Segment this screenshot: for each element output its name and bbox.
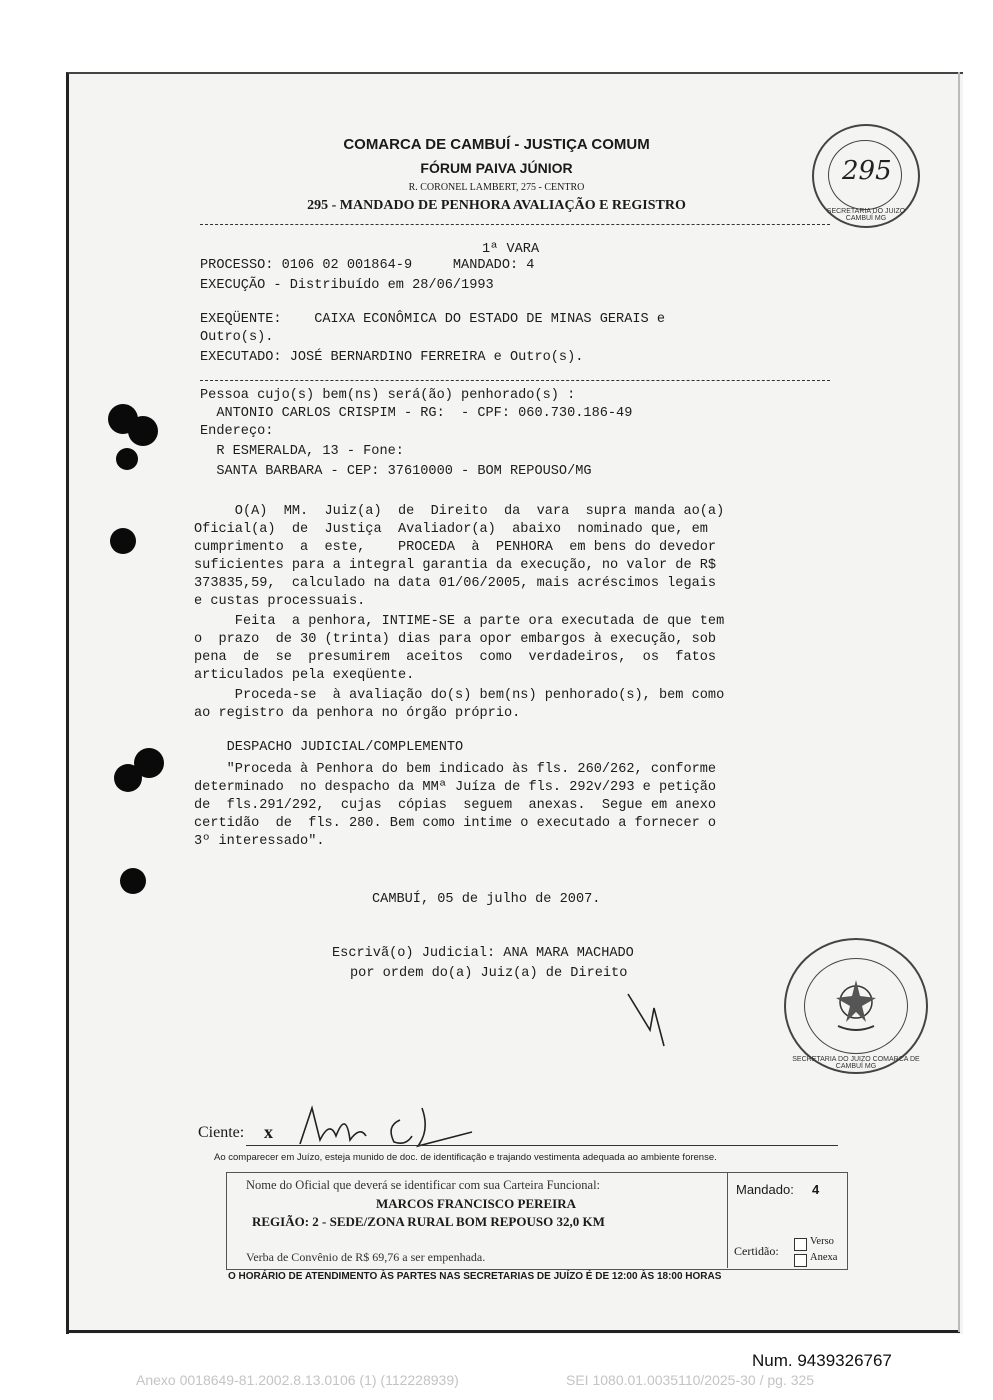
ordem-line: por ordem do(a) Juiz(a) de Direito [350,966,628,981]
seal-ring-text: SECRETARIA DO JUIZO COMARCA DE CAMBUÍ MG [792,1056,920,1070]
despacho-line: certidão de fls. 280. Bem como intime o executado a fornecer o [194,816,717,831]
street-line: R ESMERALDA, 13 - Fone: [200,444,404,459]
mandado-value: 4 [812,1182,820,1197]
punch-hole [110,528,136,554]
officer-name: MARCOS FRANCISCO PEREIRA [375,1196,577,1211]
separator-line [200,224,830,225]
ciente-label: Ciente: [198,1124,245,1141]
verso-label: Verso [810,1236,834,1247]
body-line: ao registro da penhora no órgão próprio. [194,706,521,721]
secretaria-seal [784,938,928,1074]
document-number: Num. 9439326767 [752,1351,892,1370]
scan-edge [958,72,960,1332]
annex-reference: Anexo 0018649-81.2002.8.13.0106 (1) (112228939) [136,1372,459,1388]
side-box-divider [727,1172,728,1268]
exequente-line: EXEQÜENTE: CAIXA ECONÔMICA DO ESTADO DE MINAS GERAIS e [200,312,665,327]
anexa-label: Anexa [810,1252,838,1263]
forum-name: FÓRUM PAIVA JÚNIOR [420,160,573,176]
body-line: Feita a penhora, INTIME-SE a parte ora executada de que tem [194,614,725,629]
officer-region: REGIÃO: 2 - SEDE/ZONA RURAL BOM REPOUSO 32,0 KM [252,1214,605,1229]
body-line: O(A) MM. Juiz(a) de Direito da vara supra manda ao(a) [194,504,725,519]
body-line: Oficial(a) de Justiça Avaliador(a) abaixo nominado que, em [194,522,708,537]
secretaria-stamp [812,124,920,228]
separator-line [200,380,830,381]
person-intro: Pessoa cujo(s) bem(ns) será(ão) penhorado(s) : [200,388,576,403]
verso-checkbox[interactable] [794,1238,807,1251]
exequente-line-2: Outro(s). [200,330,274,345]
punch-hole [120,868,146,894]
despacho-line: determinado no despacho da MMª Juíza de fls. 292v/293 e petição [194,780,717,795]
judge-signature [620,990,670,1050]
body-line: suficientes para a integral garantia da execução, no valor de R$ [194,558,717,573]
execucao-line: EXECUÇÃO - Distribuído em 28/06/1993 [200,278,494,293]
city-line: SANTA BARBARA - CEP: 37610000 - BOM REPOUSO/MG [200,464,592,479]
place-date: CAMBUÍ, 05 de julho de 2007. [372,892,601,907]
endereco-label: Endereço: [200,424,274,439]
despacho-line: de fls.291/292, cujas cópias seguem anexas. Segue em anexo [194,798,717,813]
escriva-line: Escrivã(o) Judicial: ANA MARA MACHADO [332,946,634,961]
body-line: pena de se presumirem aceitos como verdadeiros, os fatos [194,650,717,665]
punch-hole [116,448,138,470]
court-address: R. CORONEL LAMBERT, 275 - CENTRO [408,182,585,193]
executado-line: EXECUTADO: JOSÉ BERNARDINO FERREIRA e Outro(s). [200,350,584,365]
despacho-line: "Proceda à Penhora do bem indicado às fls. 260/262, conforme [194,762,717,777]
punch-hole [114,764,142,792]
anexa-checkbox[interactable] [794,1254,807,1267]
stamp-page-number: 295 [842,156,892,186]
body-line: articulados pela exeqüente. [194,668,415,683]
punch-hole [128,416,158,446]
body-line: e custas processuais. [194,594,366,609]
processo-line: PROCESSO: 0106 02 001864-9 MANDADO: 4 [200,258,535,273]
body-line: Proceda-se à avaliação do(s) bem(ns) penhorado(s), bem como [194,688,725,703]
document-title: 295 - MANDADO DE PENHORA AVALIAÇÃO E REGISTRO [307,198,686,213]
verba-text: Verba de Convênio de R$ 69,76 a ser empenhada. [246,1250,486,1264]
mandado-label: Mandado: [736,1182,794,1197]
hours-notice: O HORÁRIO DE ATENDIMENTO ÀS PARTES NAS SECRETARIAS DE JUÍZO É DE 12:00 ÀS 18:00 HORAS [228,1271,722,1282]
despacho-line: 3º interessado". [194,834,325,849]
body-line: o prazo de 30 (trinta) dias para opor embargos à execução, sob [194,632,717,647]
certidao-label: Certidão: [734,1244,779,1258]
scan-edge [66,1330,960,1333]
person-name-line: ANTONIO CARLOS CRISPIM - RG: - CPF: 060.730.186-49 [200,406,633,421]
sei-reference: SEI 1080.01.0035110/2025-30 / pg. 325 [566,1372,815,1388]
ciente-line [246,1145,838,1146]
ciente-mark: x [264,1122,273,1142]
despacho-title: DESPACHO JUDICIAL/COMPLEMENTO [194,740,464,755]
court-name: COMARCA DE CAMBUÍ - JUSTIÇA COMUM [343,136,650,153]
body-line: 373835,59, calculado na data 01/06/2005, mais acréscimos legais [194,576,717,591]
stamp-ring-text: SECRETARIA DO JUIZO CAMBUÍ MG [826,208,906,222]
coat-of-arms-icon [828,976,884,1034]
officer-intro: Nome do Oficial que deverá se identificar com sua Carteira Funcional: [246,1178,601,1192]
body-line: cumprimento a este, PROCEDA à PENHORA em bens do devedor [194,540,717,555]
ciente-notice: Ao comparecer em Juízo, esteja munido de doc. de identificação e trajando vestimenta adequada ao ambiente forense. [214,1152,717,1163]
vara: 1ª VARA [482,242,540,257]
